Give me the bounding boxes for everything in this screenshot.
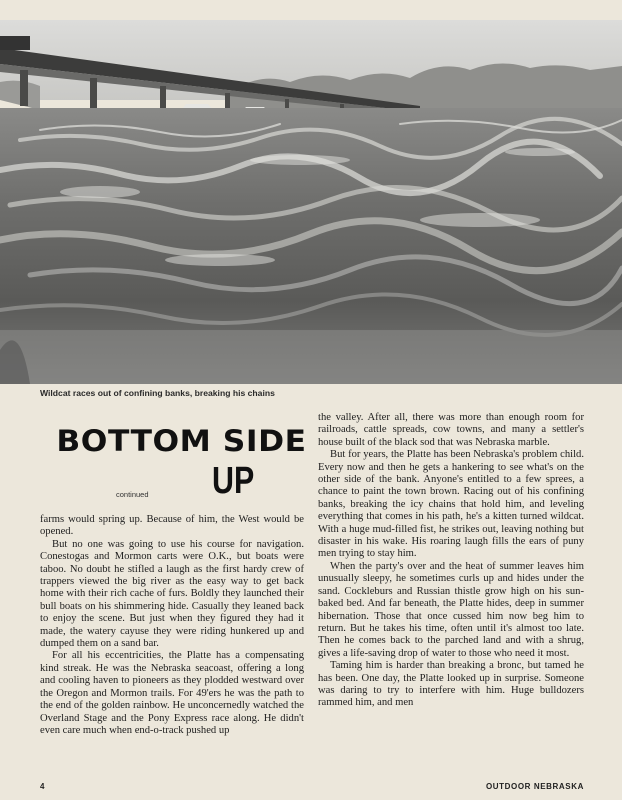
title-continued-label: continued [116,490,149,499]
paragraph: farms would spring up. Because of him, the West would be opened. [40,514,304,538]
paragraph: But no one was going to use his course for navigation. Conestogas and Mormon carts were O.K., but boats were taboo. No doubt he stifled a laugh as the first hardy crew of trappers viewed the big river as the easy way to get back home with their rich cache of furs. Boldly they launched their bull boats on his shimmering hide. Casually they leaned back to enjoy the scene. But just when they figured they had it made, the watery cayuse they were riding hunkered up and dumped them on a sand bar. [40,538,304,650]
paragraph: Taming him is harder than breaking a bronc, but tamed he has been. One day, the Platte looked up in surprise. Someone was daring to try to interfere with him. Huge bulldozers rammed him, and men [318,660,584,709]
river-rapids-illustration [0,20,622,384]
paragraph: But for years, the Platte has been Nebraska's problem child. Every now and then he gets a hankering to see what's on the other side of the bank. Anyone's entitled to a few sprees, a chance to paint the town brown. Racing out of his confining banks, breaking the icy chains that hold him, and leveling everything that comes in his path, he's a kitten turned wildcat. With a huge mud-filled fist, he strikes out, leaving nothing but disaster in his wake. His roaring laugh fills the ears of puny men trying to stay him. [318,449,584,560]
title-main-text: BOTTOM SIDE [56,424,307,458]
photo-caption: Wildcat races out of confining banks, breaking his chains [40,388,275,398]
right-column [318,412,584,710]
paragraph: When the party's over and the heat of summer leaves him unusually sleepy, he sometimes curls up and hides under the sand. Cockleburs and Russian thistle grow high on his sun-baked bed. And far beneath, the Platte hides, deep in summer hibernation. Those that once cussed him now beg him to return. But he takes his time, often until it's almost too late. Then he comes back to the parched land and with a shrug, gives a life-saving drop of water to those who need it most. [318,560,584,659]
magazine-name: OUTDOOR NEBRASKA [485,782,584,791]
river-photo [0,20,622,384]
title-up-text: UP [212,460,255,502]
left-column [40,514,304,737]
page-number: 4 [40,782,45,791]
article-title [40,424,307,512]
paragraph: For all his eccentricities, the Platte has a compensating kind streak. He was the Nebraska seacoast, offering a long and cooling haven to pioneers as they plodded westward over the Oregon and Mormon trails. For 49'ers he was the path to the end of the golden rainbow. He unconcernedly watched the Overland Stage and the Pony Express race along. He didn't even care much when end-o-track pushed up [40,650,304,736]
paragraph: the valley. After all, there was more than enough room for railroads, cattle spreads, cow towns, and many a settler's house built of the black sod that was Nebraska marble. [318,412,584,448]
